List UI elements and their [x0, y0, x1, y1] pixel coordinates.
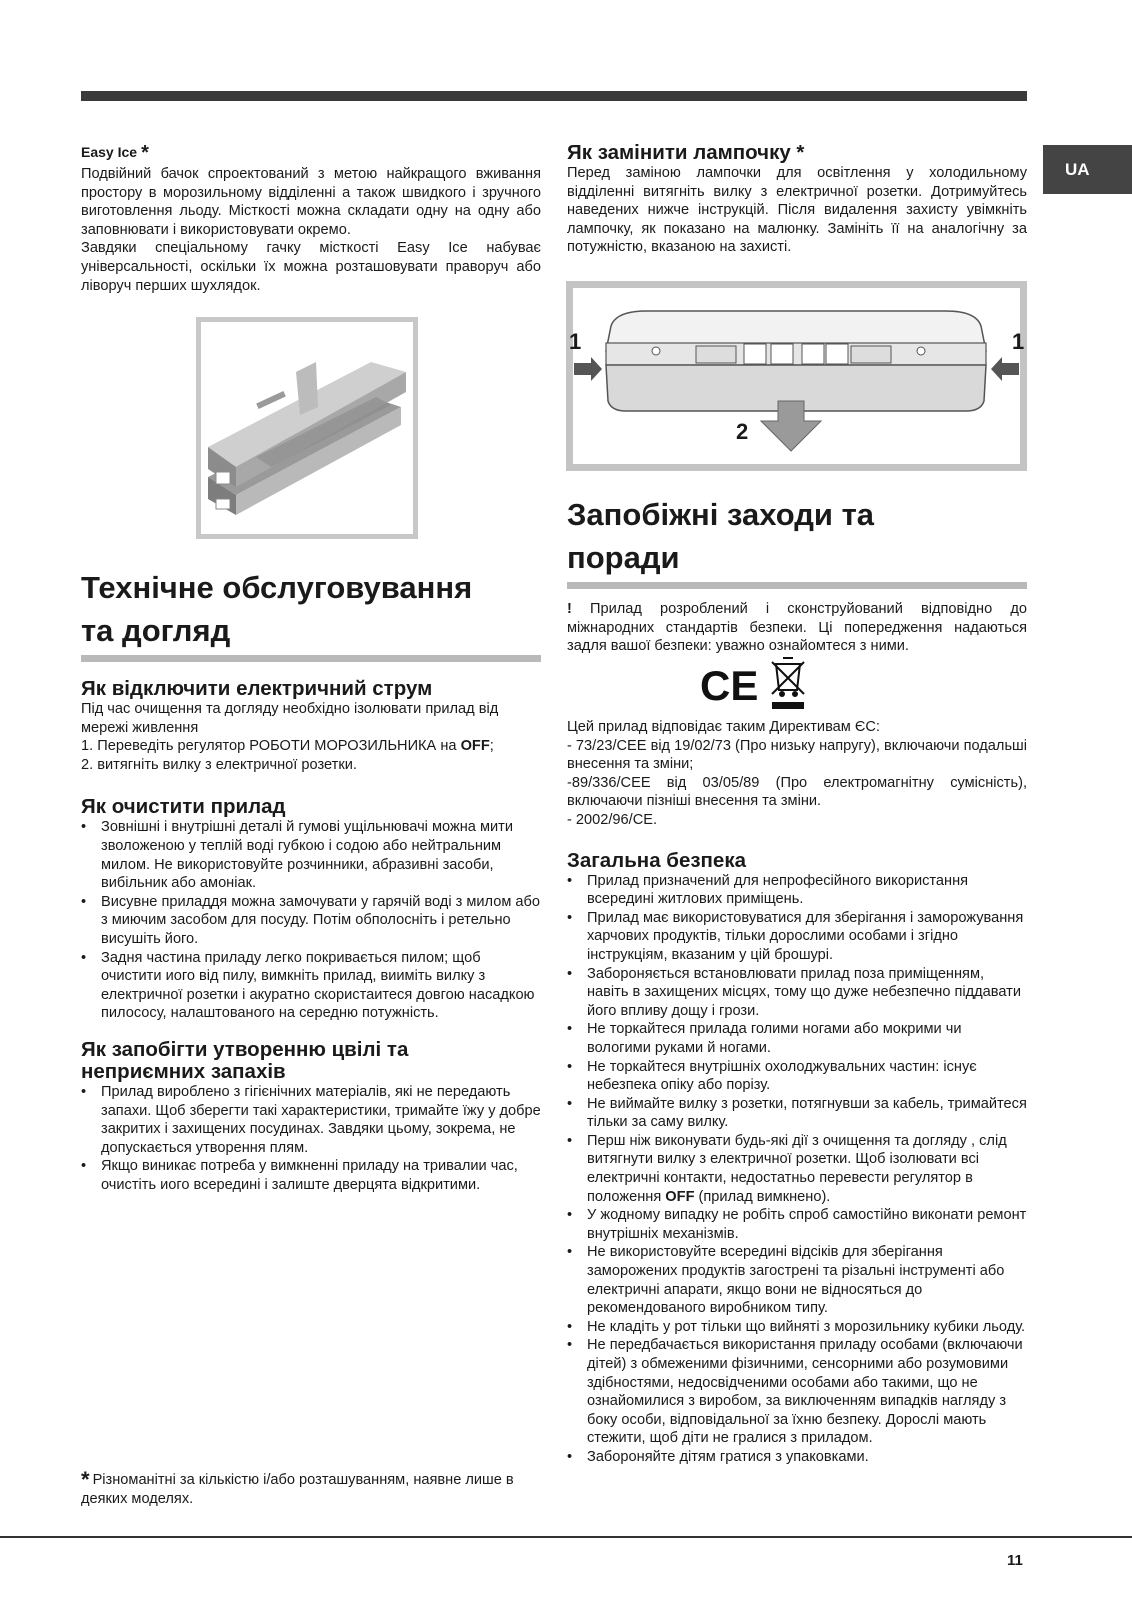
list-item: • Забороняйте дітям гратися з упаковками.	[567, 1448, 1027, 1467]
directives-and-general	[567, 718, 1027, 1467]
lamp-text: Перед заміною лампочки для освітлення у холодильному відділенні витягніть вилку з електричної розетки. Дотримуйтесь наведених нижче інструкцій. Після видалення захисту увімкніть лампочку, як показано на малюнку. Замініть її на аналогічну за потужністю, вказаною на захисті.	[567, 165, 1027, 256]
power-off-steps	[81, 737, 541, 774]
list-item: • Прилад має використовуватися для зберігання і заморожування харчових продуктів, тільки дорослими особами і згідно інструкціям, вказаним у цій брошурі.	[567, 909, 1027, 965]
power-off-step-1: 1. Переведіть регулятор РОБОТИ МОРОЗИЛЬНИКА на OFF;	[81, 738, 494, 755]
cleaning-heading: Як очистити прилад	[81, 795, 286, 819]
directives-line: -89/336/CEE від 03/05/89 (Про електромагнітну сумісність), включаючи пізніші внесення та зміни.	[567, 774, 1027, 810]
directives-line: Цей прилад відповідає таким Директивам ЄС:	[567, 719, 880, 735]
list-item: • Забороняється встановлювати прилад поза приміщенням, навіть в захищених місцях, тому що дуже небезпечно піддавати його впливу дощу і грози.	[567, 965, 1027, 1021]
general-safety-list	[567, 872, 1027, 1467]
left-column	[81, 142, 541, 295]
list-item: • Зовнішні і внутрішні деталі й гумові ущільнювачі можна мити зволоженою у теплій воді губкою і содою або нейтральним милом. Не використовуйте розчинники, абразивні засоби, вибільник або амоніак.	[81, 818, 541, 892]
maintenance-title: Технічне обслуговування та догляд	[81, 566, 541, 662]
list-item: • У жодному випадку не робіть спроб самостійно виконати ремонт внутрішніх механізмів.	[567, 1206, 1027, 1243]
directives-line: - 2002/96/CE.	[567, 811, 658, 828]
power-off-step-2: 2. витягніть вилку з електричної розетки.	[81, 756, 357, 773]
power-off-heading: Як відключити електричний струм	[81, 677, 433, 700]
right-column	[567, 142, 1027, 257]
easy-ice-text-1: Подвійний бачок спроектований з метою найкращого вживання простору в морозильному відділенні а також швидкого і зручного виготовлення льоду. Місткості можна складати одну на одну або заповнювати і використовувати окремо.	[81, 166, 541, 238]
list-item: • Не торкайтеся внутрішніх охолоджувальних частин: існує небезпека опіку або порізу.	[567, 1058, 1027, 1095]
easy-ice-image	[196, 317, 418, 539]
general-safety-heading: Загальна безпека	[567, 848, 746, 872]
lamp-label-left: 1	[569, 329, 582, 354]
safety-section	[567, 493, 1027, 656]
list-item: • Не торкайтеся приладa голими ногами або мокрими чи вологими руками й ногами.	[567, 1020, 1027, 1057]
list-item: • Прилад вироблено з гігієнічних матеріалів, які не передають запахи. Щоб зберегти такі характеристики, тримайте їжу у добре закритих і захищених посудинах. Завдяки цьому, зокрема, не допускається утворення плям.	[81, 1083, 541, 1157]
list-item: • Якщо виникає потреба у вимкненні приладу на тривалии час, очистіть иого всередині і залиште дверцята відкритими.	[81, 1157, 541, 1194]
power-off-intro: Під час очищення та догляду необхідно ізолювати прилад від мережі живлення	[81, 701, 499, 736]
cleaning-list	[81, 818, 541, 1023]
easy-ice-text-2: Завдяки спеціальному гачку місткості Easy Ice набуває універсальності, оскільки їх можна розташовувати праворуч або ліворуч перших шухлядок.	[81, 240, 541, 294]
lamp-diagram	[566, 281, 1027, 471]
footnote: * Різноманітні за кількістю і/або розташуванням, наявне лише в деяких моделях.	[81, 1467, 514, 1507]
list-item: • Не використовуйте всередині відсіків для зберігання заморожених продуктів загострені та різальні інструменті або електричні апарати, якщо вони не відносяться до рекомендованого виробником типу.	[567, 1243, 1027, 1317]
bottom-rule	[0, 1536, 1132, 1538]
list-item: • Не передбачається використання приладу особами (включаючи дітей) з обмеженими фізичними, сенсорними або розумовими здібностями, недосвідченими особами або такими, що не ознайомилися з виробом, за виключенням випадків нагляду з боку особи, відповідальної за їхню безпеку. Дорослі мають стежити, щоб діти не гралися з приладом.	[567, 1336, 1027, 1448]
top-rule	[81, 91, 1027, 101]
lamp-label-right: 1	[1012, 329, 1025, 354]
svg-text:CE: CE	[700, 662, 759, 709]
page-number: 11	[1007, 1552, 1023, 1569]
safety-title: Запобіжні заходи та поради	[567, 493, 1027, 589]
list-item: • Перш ніж виконувати будь-які дії з очищення та догляду , слід витягнути вилку з електричної розетки. Щоб ізолювати всі електричні контакти, недостатньо перевести регулятор в положення OFF (прилад вимкнено).	[567, 1132, 1027, 1206]
mold-heading: Як запобігти утворенню цвілі та неприємних запахів	[81, 1037, 409, 1083]
safety-warning: ! Прилад розроблений і сконструйований відповідно до міжнародних стандартів безпеки. Ці попередження надаються задля вашої безпеки: уважно ознайомтеся з ними.	[567, 601, 1027, 655]
ce-weee-marks	[698, 652, 813, 712]
lamp-heading: Як замінити лампочку *	[567, 141, 805, 164]
lamp-label-down: 2	[736, 419, 749, 444]
list-item: • Висувне приладдя можна замочувати у гарячій воді з милом або з миючим засобом для посуду. Потім обполосніть і ретельно висушіть його.	[81, 893, 541, 949]
maintenance-section	[81, 566, 541, 1194]
list-item: • Задня частина приладу легко покривається пилом; щоб очистити иого від пилу, вимкніть прилад, вииміть вилку з електричної розетки і акуратно скористаитеся довгою насадкою пилососу, налаштованого на середню потужність.	[81, 949, 541, 1023]
language-tab: UA	[1043, 145, 1132, 194]
mold-list	[81, 1083, 541, 1195]
easy-ice-heading: Easy Ice *	[81, 142, 149, 164]
list-item: • Прилад призначений для непрофесійного використання всередині житлових приміщень.	[567, 872, 1027, 909]
list-item: • Не виймайте вилку з розетки, потягнувши за кабель, тримайтеся тільки за саму вилку.	[567, 1095, 1027, 1132]
list-item: • Не кладіть у рот тільки що вийняті з морозильнику кубики льоду.	[567, 1318, 1027, 1337]
directives-line: - 73/23/CEE від 19/02/73 (Про низьку напругу), включаючи подальші внесення та зміни;	[567, 737, 1027, 773]
